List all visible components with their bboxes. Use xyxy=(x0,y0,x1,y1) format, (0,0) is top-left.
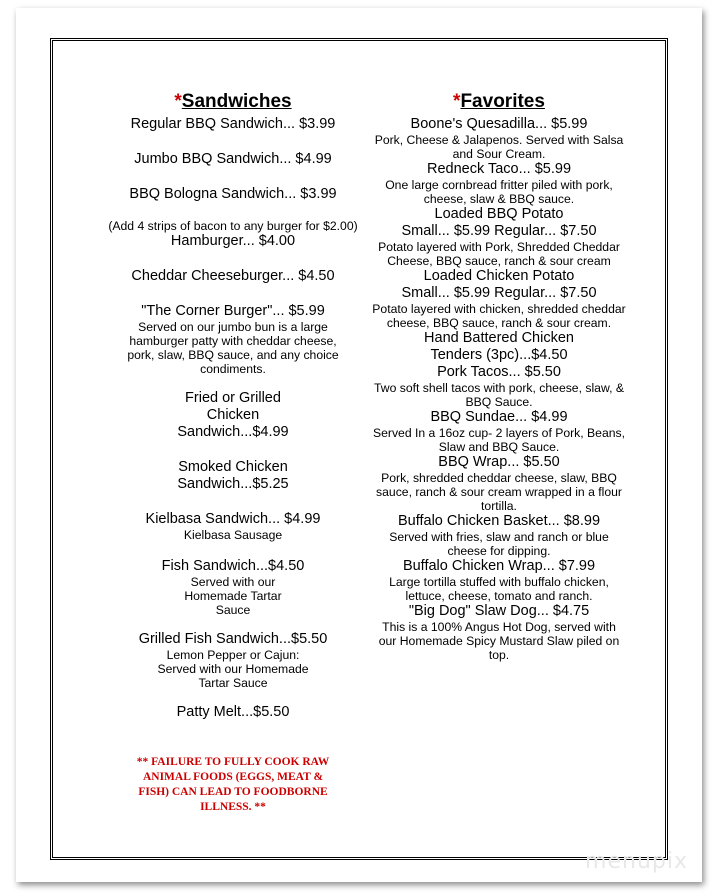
menu-item-name: Hamburger... $4.00 xyxy=(170,233,296,249)
menu-item-name: Buffalo Chicken Basket... $8.99 xyxy=(397,513,601,529)
favorites-heading: *Favorites xyxy=(453,91,545,112)
food-safety-warning: ** FAILURE TO FULLY COOK RAW ANIMAL FOODS (EGGS, MEAT & FISH) CAN LEAD TO FOODBORNE ILLNESS. ** xyxy=(136,756,330,813)
favorites-column xyxy=(372,90,626,662)
menu-item-desc: Pork, Cheese & Jalapenos. Served with Salsa and Sour Cream. xyxy=(374,133,624,161)
menu-item-desc: Served In a 16oz cup- 2 layers of Pork, Beans, Slaw and BBQ Sauce. xyxy=(372,426,625,454)
menu-item-desc: Served with our Homemade Tartar Sauce xyxy=(184,575,282,617)
menu-item-name: Jumbo BBQ Sandwich... $4.99 xyxy=(134,151,332,167)
menu-item-name: Loaded Chicken Potato xyxy=(423,268,575,284)
menu-item-name: Smoked Chicken Sandwich...$5.25 xyxy=(177,459,289,492)
menu-item-name: "The Corner Burger"... $5.99 xyxy=(141,303,325,319)
menu-item-name: Pork Tacos... $5.50 xyxy=(437,364,561,380)
menu-item-desc: Potato layered with Pork, Shredded Cheddar Cheese, BBQ sauce, ranch & sour cream xyxy=(378,240,620,268)
menu-item-name: Cheddar Cheeseburger... $4.50 xyxy=(131,268,335,284)
menu-item-name: BBQ Bologna Sandwich... $3.99 xyxy=(129,186,337,202)
menu-item-name: Hand Battered Chicken xyxy=(424,330,574,346)
menu-item-desc: This is a 100% Angus Hot Dog, served with our Homemade Spicy Mustard Slaw piled on top. xyxy=(378,620,620,662)
menu-item-name: Redneck Taco... $5.99 xyxy=(426,161,572,177)
menu-item-name: Fish Sandwich...$4.50 xyxy=(161,558,305,574)
menu-item-desc: Served with fries, slaw and ranch or blue cheese for dipping. xyxy=(389,530,609,558)
menu-item-desc: One large cornbread fritter piled with pork, cheese, slaw & BBQ sauce. xyxy=(385,178,613,206)
menu-item-name: BBQ Sundae... $4.99 xyxy=(430,409,568,425)
menu-item-desc: Potato layered with chicken, shredded cheddar cheese, BBQ sauce, ranch & sour cream. xyxy=(372,302,626,330)
menu-item-name: "Big Dog" Slaw Dog... $4.75 xyxy=(408,603,590,619)
menu-item-name: Small... $5.99 Regular... $7.50 xyxy=(401,285,597,301)
menu-item-desc: Lemon Pepper or Cajun: Served with our Homemade Tartar Sauce xyxy=(157,648,309,690)
sandwiches-column xyxy=(88,90,378,815)
watermark-logo: menupix xyxy=(585,849,688,874)
menu-item-name: Grilled Fish Sandwich...$5.50 xyxy=(138,631,328,647)
menu-item-name: BBQ Wrap... $5.50 xyxy=(438,454,560,470)
menu-item-desc: Served on our jumbo bun is a large hamburger patty with cheddar cheese, pork, slaw, BBQ sauce, and any choice condiments. xyxy=(127,320,339,376)
menu-item-name: Regular BBQ Sandwich... $3.99 xyxy=(130,116,336,132)
menu-item-desc: Kielbasa Sausage xyxy=(183,528,283,542)
menu-item-name: Tenders (3pc)...$4.50 xyxy=(430,347,568,363)
sandwiches-heading: *Sandwiches xyxy=(174,91,292,112)
menu-item-desc: Two soft shell tacos with pork, cheese, slaw, & BBQ Sauce. xyxy=(374,381,624,409)
menu-item-name: Loaded BBQ Potato xyxy=(434,206,564,222)
menu-item-desc: (Add 4 strips of bacon to any burger for $2.00) xyxy=(108,219,358,233)
menu-item-desc: Pork, shredded cheddar cheese, slaw, BBQ sauce, ranch & sour cream wrapped in a flour tortilla. xyxy=(376,471,622,513)
menu-item-name: Buffalo Chicken Wrap... $7.99 xyxy=(402,558,596,574)
menu-item-name: Boone's Quesadilla... $5.99 xyxy=(410,116,588,132)
menu-item-desc: Large tortilla stuffed with buffalo chicken, lettuce, cheese, tomato and ranch. xyxy=(389,575,609,603)
menu-item-name: Kielbasa Sandwich... $4.99 xyxy=(145,511,321,527)
menu-item-name: Patty Melt...$5.50 xyxy=(176,704,290,720)
menu-item-name: Fried or Grilled Chicken Sandwich...$4.99 xyxy=(177,390,289,440)
menu-item-name: Small... $5.99 Regular... $7.50 xyxy=(401,223,597,239)
